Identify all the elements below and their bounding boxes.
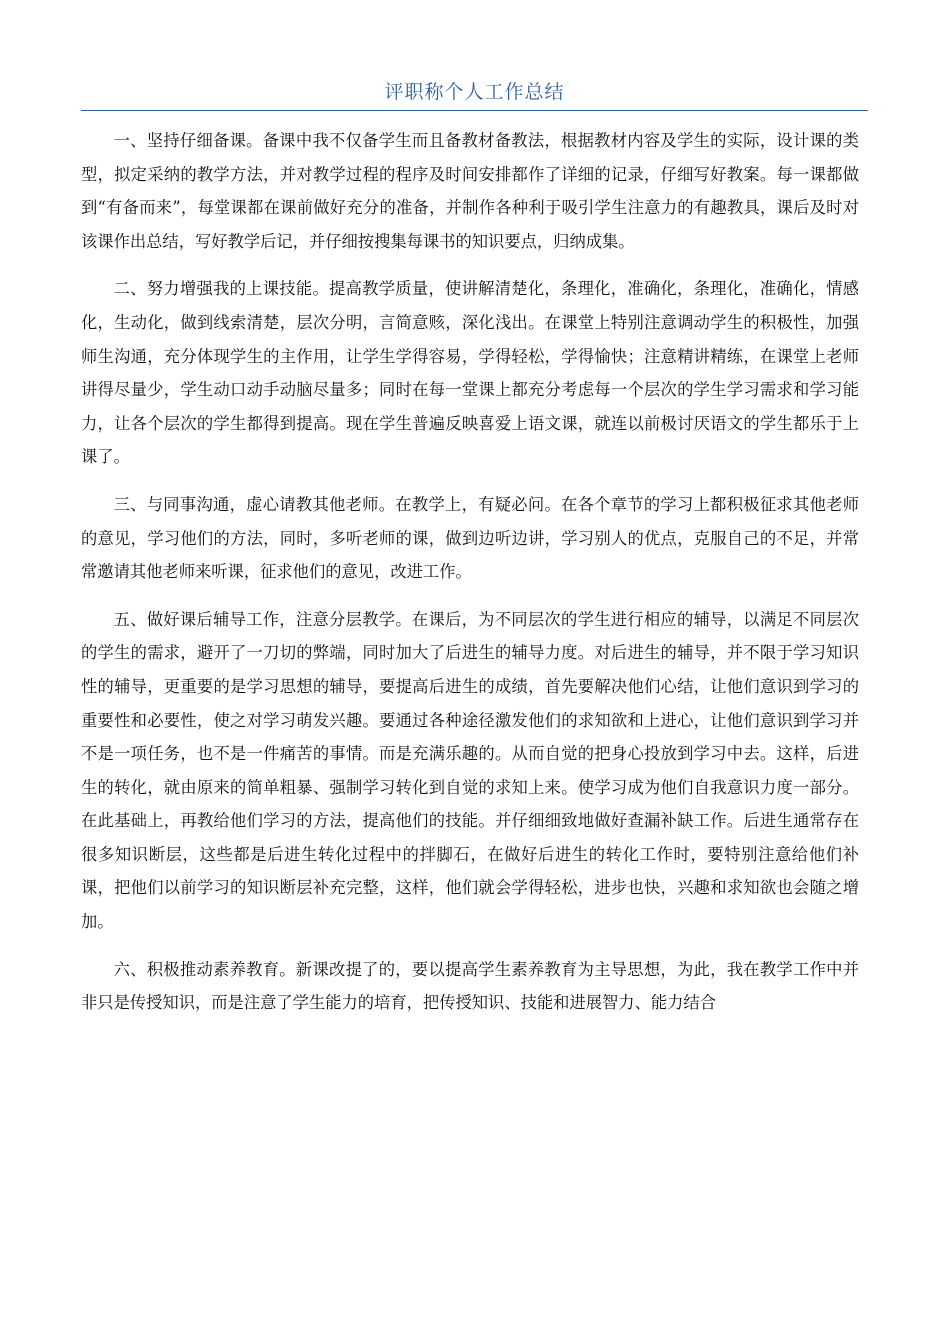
paragraph-2: 二、努力增强我的上课技能。提高教学质量，使讲解清楚化，条理化，准确化，条理化，准确化，情感化，生动化，做到线索清楚，层次分明，言简意赅，深化浅出。在课堂上特别注意调动学生的积极性，加强师生沟通，充分体现学生的主作用，让学生学得容易，学得轻松，学得愉快；注意精讲精练，在课堂上老师讲得尽量少，学生动口动手动脑尽量多；同时在每一堂课上都充分考虑每一个层次的学生学习需求和学习能力，让各个层次的学生都得到提高。现在学生普遍反映喜爱上语文课，就连以前极讨厌语文的学生都乐于上课了。 [81, 279, 859, 467]
document-title: 评职称个人工作总结 [384, 81, 565, 103]
document-body [81, 124, 859, 1034]
paragraph-3: 三、与同事沟通，虚心请教其他老师。在教学上，有疑必问。在各个章节的学习上都积极征求其他老师的意见，学习他们的方法，同时，多听老师的课，做到边听边讲，学习别人的优点，克服自己的不足，并常常邀请其他老师来听课，征求他们的意见，改进工作。 [81, 494, 859, 582]
paragraph-4: 五、做好课后辅导工作，注意分层教学。在课后，为不同层次的学生进行相应的辅导，以满足不同层次的学生的需求，避开了一刀切的弊端，同时加大了后进生的辅导力度。对后进生的辅导，并不限于学习知识性的辅导，更重要的是学习思想的辅导，要提高后进生的成绩，首先要解决他们心结，让他们意识到学习的重要性和必要性，使之对学习萌发兴趣。要通过各种途径激发他们的求知欲和上进心，让他们意识到学习并不是一项任务，也不是一件痛苦的事情。而是充满乐趣的。从而自觉的把身心投放到学习中去。这样，后进生的转化，就由原来的简单粗暴、强制学习转化到自觉的求知上来。使学习成为他们自我意识力度一部分。在此基础上，再教给他们学习的方法，提高他们的技能。并仔细细致地做好查漏补缺工作。后进生通常存在很多知识断层，这些都是后进生转化过程中的拌脚石，在做好后进生的转化工作时，要特别注意给他们补课，把他们以前学习的知识断层补充完整，这样，他们就会学得轻松，进步也快，兴趣和求知欲也会随之增加。 [81, 609, 859, 932]
document-header [81, 78, 868, 111]
paragraph-1: 一、坚持仔细备课。备课中我不仅备学生而且备教材备教法，根据教材内容及学生的实际，设计课的类型，拟定采纳的教学方法，并对教学过程的程序及时间安排都作了详细的记录，仔细写好教案。每一课都做到“有备而来”，每堂课都在课前做好充分的准备，并制作各种利于吸引学生注意力的有趣教具，课后及时对该课作出总结，写好教学后记，并仔细按搜集每课书的知识要点，归纳成集。 [81, 131, 859, 251]
paragraph-5: 六、积极推动素养教育。新课改提了的，要以提高学生素养教育为主导思想，为此，我在教学工作中并非只是传授知识，而是注意了学生能力的培育，把传授知识、技能和进展智力、能力结合 [81, 959, 859, 1013]
